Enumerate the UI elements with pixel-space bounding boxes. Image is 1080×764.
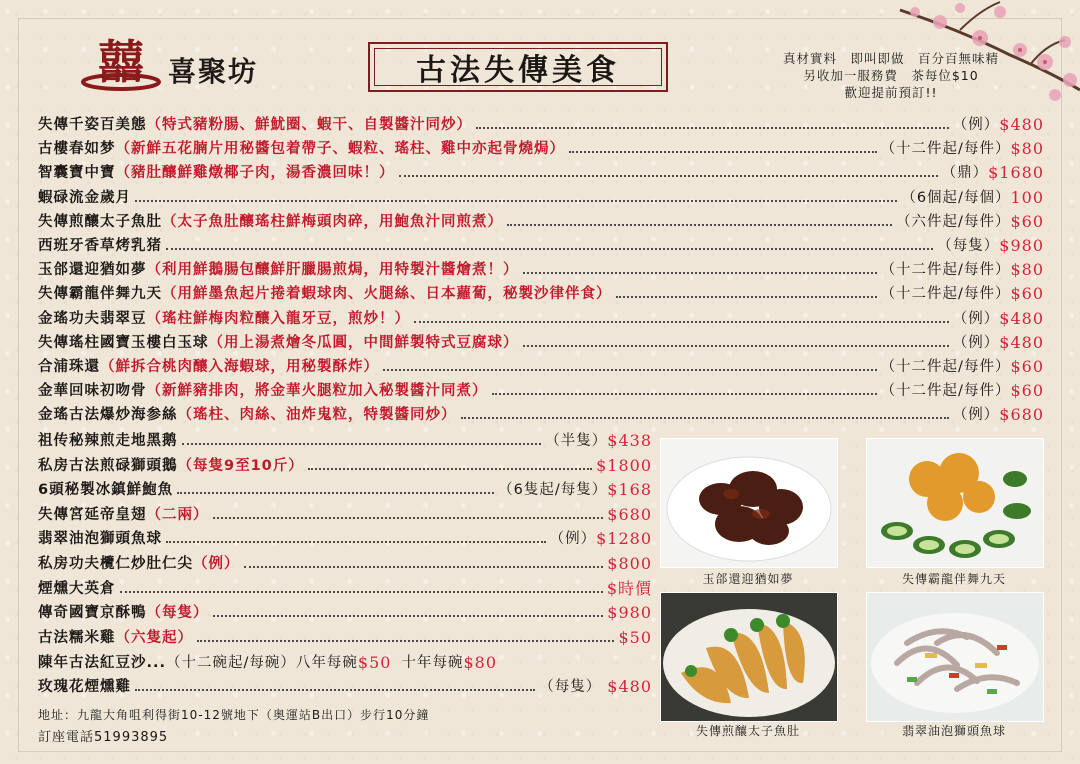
- item-name: 煙燻大英倉: [38, 580, 116, 597]
- menu-line: [38, 332, 1044, 354]
- item-price: $800: [607, 554, 652, 573]
- item-unit: （鼎）: [941, 165, 989, 182]
- item-unit: （每隻）: [937, 238, 1000, 254]
- item-unit: （半隻）: [545, 433, 608, 449]
- item-description: （二兩）: [146, 506, 209, 523]
- item-name: 玫瑰花煙燻雞: [38, 679, 131, 695]
- leader-dots: [182, 443, 542, 445]
- item-name: 西班牙香草烤乳猪: [38, 238, 162, 254]
- item-name: 陳年古法紅豆沙...: [38, 655, 167, 671]
- address: 地址：九龍大角咀利得街10-12號地下（奥運站B出口）步行10分鐘: [38, 708, 430, 722]
- item-description: （特式豬粉腸、鮮魷圈、蝦干、自製醬汁同炒）: [146, 117, 472, 133]
- item-price: $480: [999, 308, 1044, 328]
- page-title: 古法失傳美食: [416, 53, 620, 88]
- logo-glyph: 囍: [98, 35, 144, 89]
- item-price: $1800: [596, 455, 652, 475]
- item-name: 玉郃還迎猶如夢: [38, 262, 147, 279]
- item-unit: （例）: [549, 531, 597, 548]
- item-price: $1680: [988, 163, 1044, 183]
- leader-dots: [177, 492, 494, 494]
- item-name: 蝦碌流金歲月: [38, 189, 131, 206]
- item-name: 智囊寶中寶: [38, 165, 116, 182]
- phone: 訂座電話51993895: [38, 730, 169, 745]
- leader-dots: [244, 566, 604, 568]
- item-price: $980: [999, 236, 1044, 255]
- item-name: 失傳瑤柱國寶玉樓白玉球: [38, 334, 209, 351]
- item-price: 100: [1010, 187, 1044, 207]
- item-description: （例）: [193, 556, 240, 572]
- item-unit: （十二件起/每件）: [880, 383, 1011, 400]
- item-price: $480: [999, 332, 1044, 352]
- menu-line: [38, 259, 1044, 281]
- menu-line: [38, 308, 1044, 330]
- item-description: （瑤柱鮮梅肉粒釀入龍牙豆，煎炒！）: [146, 310, 410, 327]
- item-name: 翡翠油泡獅頭魚球: [38, 531, 162, 548]
- item-name: 金瑤功夫翡翠豆: [38, 310, 147, 327]
- item-unit: （例）: [952, 310, 1000, 327]
- item-unit: （6隻起/每隻）: [498, 482, 608, 499]
- item-price: $480: [999, 115, 1044, 134]
- menu-line: [38, 627, 652, 649]
- menu-line: [38, 356, 1044, 378]
- item-description: （六隻起）: [115, 629, 193, 646]
- menu-line: [38, 455, 652, 477]
- menu-line: [38, 430, 652, 452]
- item-name: 金瑤古法爆炒海参絲: [38, 407, 178, 424]
- item-unit: （六件起/每件）: [896, 213, 1011, 230]
- item-description: （太子魚肚釀瑤柱鮮梅頭肉碎，用鮑魚汁同煎煮）: [162, 213, 503, 230]
- menu-line: [38, 114, 1044, 136]
- title-box: [368, 42, 668, 92]
- menu-line: [38, 578, 652, 600]
- menu-line: [38, 162, 1044, 184]
- item-price: $時價: [606, 578, 652, 598]
- menu-line: [38, 283, 1044, 305]
- item-price: $438: [607, 431, 652, 450]
- item-description: （鮮拆合桃肉釀入海蝦球，用秘製酥炸）: [100, 359, 379, 375]
- dish-photo: [660, 592, 838, 722]
- soup-line: [38, 652, 652, 674]
- item-description: （利用鮮鵝腸包釀鮮肝臘腸煎焗，用特製汁醬燴煮！）: [146, 262, 519, 279]
- item-price: $60: [1010, 381, 1044, 401]
- menu-line: [38, 138, 1044, 160]
- item-unit: （例）: [952, 117, 1000, 133]
- item-price: $168: [607, 480, 652, 500]
- item-name: 傳奇國寶京酥鴨: [38, 605, 147, 622]
- item-unit: （十二件起/每件）: [880, 141, 1011, 158]
- leader-dots: [476, 127, 949, 129]
- leader-dots: [569, 151, 877, 153]
- item-price: $1280: [596, 529, 652, 549]
- photo-caption: 失傳霸龍伴舞九天: [901, 572, 1006, 586]
- item-name: 金華回味初吻骨: [38, 383, 147, 400]
- item-price: $60: [1010, 357, 1044, 376]
- item-name: 私房功夫欖仁炒肚仁尖: [38, 556, 193, 572]
- menu-line: [38, 380, 1044, 402]
- dish-photo: [660, 438, 838, 568]
- item-price: $80: [1010, 139, 1044, 159]
- note-line: 歡迎提前預訂!!: [844, 85, 938, 100]
- photo-caption: 玉郃還迎猶如夢: [702, 572, 794, 586]
- item-description: （新鮮五花腩片用秘醬包着帶子、蝦粒、瑤柱、雞中亦起骨燒焗）: [115, 141, 565, 158]
- photo-caption: 翡翠油泡獅頭魚球: [901, 724, 1006, 738]
- leader-dots: [135, 689, 535, 691]
- item-unit: （十二碗起/每碗）八年每碗: [166, 655, 358, 671]
- item-description: （新鮮豬排肉，將金華火腿粒加入秘製醬汁同煮）: [146, 383, 488, 400]
- item-description: （用上湯煮燴冬瓜圓，中間鮮製特式豆腐球）: [208, 334, 519, 351]
- item-price: $80: [1010, 260, 1044, 280]
- double-happiness-logo-icon: [80, 34, 162, 92]
- item-name: 古樓春如梦: [38, 141, 116, 158]
- item-price: $980: [607, 603, 652, 623]
- item-unit: 十年每碗: [401, 655, 464, 671]
- item-name: 6頭秘製冰鎮鮮鮑魚: [38, 482, 174, 499]
- item-description: （瑤柱、肉絲、油炸鬼粒，特製醬同炒）: [177, 407, 457, 424]
- dish-photo: [866, 592, 1044, 722]
- item-unit: （十二件起/每件）: [880, 286, 1011, 303]
- item-name: 私房古法煎碌獅頭鵝: [38, 457, 178, 474]
- menu-line: [38, 528, 652, 550]
- item-price: $680: [999, 405, 1044, 425]
- item-name: 失傳煎釀太子魚肚: [38, 213, 162, 230]
- leader-dots: [523, 345, 949, 347]
- leader-dots: [492, 393, 877, 395]
- leader-dots: [197, 640, 614, 642]
- item-description: （用鮮墨魚起片捲着蝦球肉、火腿絲、日本蘿蔔，秘製沙律伴食）: [162, 286, 612, 303]
- item-name: 祖传秘辣煎走地黑鹅: [38, 433, 178, 449]
- leader-dots: [166, 541, 546, 543]
- note-line: 真材實料 即叫即做 百分百無味精: [782, 51, 999, 66]
- leader-dots: [213, 517, 604, 519]
- item-unit: （十二件起/每件）: [880, 359, 1011, 375]
- item-price: $60: [1010, 211, 1044, 231]
- leader-dots: [414, 321, 949, 323]
- item-name: 合浦珠還: [38, 359, 100, 375]
- leader-dots: [616, 296, 877, 298]
- note-line: 另收加一服務費 茶每位$10: [803, 68, 979, 83]
- item-description: （每隻9至10斤）: [177, 457, 304, 474]
- item-description: （豬肚釀鮮雞燉椰子肉，湯香濃回味！）: [115, 165, 395, 182]
- item-price: $680: [607, 504, 652, 524]
- item-price: $480: [607, 677, 652, 696]
- leader-dots: [523, 272, 877, 274]
- item-unit: （例）: [952, 334, 1000, 351]
- menu-line: [38, 553, 652, 575]
- menu-line: [38, 602, 652, 624]
- leader-dots: [308, 468, 592, 470]
- leader-dots: [461, 417, 949, 419]
- item-description: （每隻）: [146, 605, 209, 622]
- menu-line: [38, 479, 652, 501]
- brand-name: 喜聚坊: [168, 55, 259, 88]
- menu-line: [38, 235, 1044, 257]
- leader-dots: [120, 591, 603, 593]
- leader-dots: [399, 175, 938, 177]
- item-name: 古法糯米雞: [38, 629, 116, 646]
- menu-line: [38, 504, 652, 526]
- menu-line: [38, 211, 1044, 233]
- item-price: $80: [463, 653, 498, 672]
- menu-line: [38, 404, 1044, 426]
- leader-dots: [383, 369, 877, 371]
- menu-line: [38, 187, 1044, 209]
- photo-caption: 失傳煎釀太子魚肚: [695, 724, 800, 738]
- notes: [716, 50, 1066, 101]
- item-unit: （6個起/每個）: [901, 189, 1011, 206]
- item-unit: （十二件起/每件）: [880, 262, 1011, 279]
- item-price: $50: [618, 627, 652, 647]
- item-name: 失傳霸龍伴舞九天: [38, 286, 162, 303]
- item-name: 失傳宮延帝皇翅: [38, 506, 147, 523]
- menu-line: [38, 676, 652, 698]
- dish-photo: [866, 438, 1044, 568]
- leader-dots: [213, 615, 604, 617]
- leader-dots: [507, 224, 892, 226]
- item-price: $60: [1010, 284, 1044, 304]
- item-unit: （每隻）: [539, 679, 602, 695]
- item-price: $50: [357, 653, 392, 672]
- item-name: 失傳千姿百美態: [38, 117, 147, 133]
- leader-dots: [166, 248, 933, 250]
- item-unit: （例）: [952, 407, 1000, 424]
- leader-dots: [135, 200, 897, 202]
